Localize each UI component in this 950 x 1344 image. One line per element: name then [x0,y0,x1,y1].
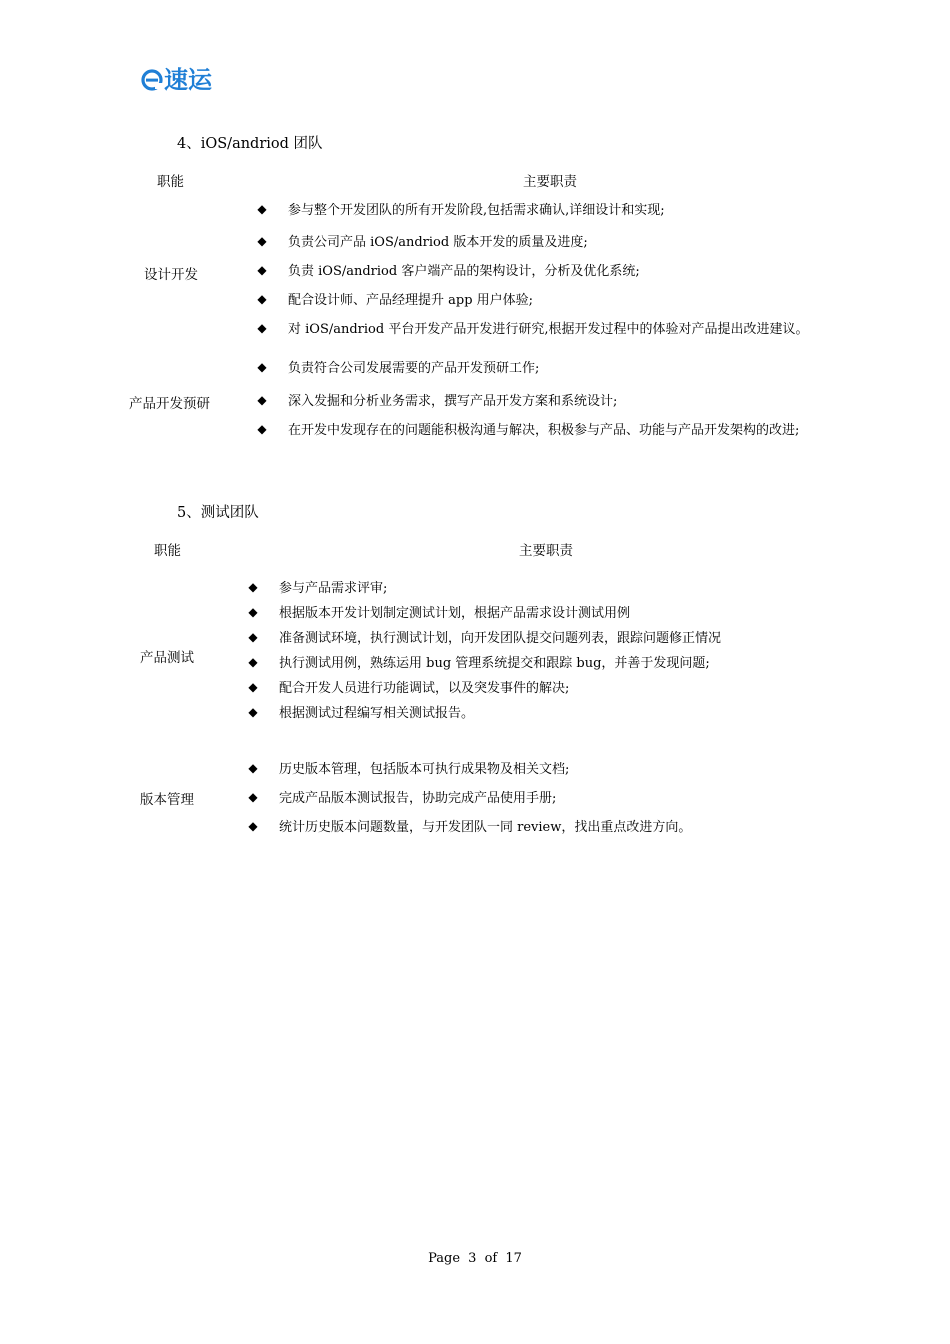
duty-item: ◆ 历史版本管理，包括版本可执行成果物及相关文档; [248,760,570,777]
section-5-title: 5、测试团队 [177,505,259,521]
diamond-bullet-icon: ◆ [257,320,267,335]
diamond-bullet-icon: ◆ [257,359,267,374]
logo-e-icon [141,69,163,91]
diamond-bullet-icon: ◆ [248,789,258,804]
duty-item: ◆ 在开发中发现存在的问题能积极沟通与解决，积极参与产品、功能与产品开发架构的改进; [257,421,800,438]
duty-item: ◆ 深入发掘和分析业务需求，撰写产品开发方案和系统设计; [257,392,618,409]
function-label-version-mgmt: 版本管理 [140,792,194,808]
column-header-duties: 主要职责 [523,174,577,190]
duty-item: ◆ 负责符合公司发展需要的产品开发预研工作; [257,359,540,376]
diamond-bullet-icon: ◆ [248,654,258,669]
diamond-bullet-icon: ◆ [248,604,258,619]
logo-text: 速运 [164,66,212,94]
footer-page-word: Page [428,1251,461,1266]
diamond-bullet-icon: ◆ [248,704,258,719]
column-header-duties: 主要职责 [519,543,573,559]
duty-item: ◆ 根据版本开发计划制定测试计划，根据产品需求设计测试用例 [248,604,631,621]
diamond-bullet-icon: ◆ [248,760,258,775]
duty-item: ◆ 根据测试过程编写相关测试报告。 [248,704,475,721]
column-header-function: 职能 [154,543,181,559]
diamond-bullet-icon: ◆ [248,629,258,644]
duty-item: ◆ 负责公司产品 iOS/andriod 版本开发的质量及进度; [257,233,588,250]
duty-item: ◆ 负责 iOS/andriod 客户端产品的架构设计，分析及优化系统; [257,262,640,279]
duty-item: ◆ 参与产品需求评审; [248,579,388,596]
diamond-bullet-icon: ◆ [248,579,258,594]
company-logo [141,63,212,97]
duty-item: ◆ 配合设计师、产品经理提升 app 用户体验; [257,291,534,308]
diamond-bullet-icon: ◆ [257,421,267,436]
duty-item: ◆ 执行测试用例，熟练运用 bug 管理系统提交和跟踪 bug，并善于发现问题; [248,654,710,671]
footer-page-total: 17 [505,1251,522,1266]
section-4-title: 4、iOS/andriod 团队 [177,136,323,152]
diamond-bullet-icon: ◆ [257,392,267,407]
duty-item: ◆ 完成产品版本测试报告，协助完成产品使用手册; [248,789,557,806]
duty-item: ◆ 统计历史版本问题数量，与开发团队一同 review，找出重点改进方向。 [248,818,692,835]
footer-of-word: of [484,1251,498,1266]
diamond-bullet-icon: ◆ [248,679,258,694]
function-label-design-dev: 设计开发 [144,267,198,283]
diamond-bullet-icon: ◆ [257,262,267,277]
duty-item: ◆ 对 iOS/andriod 平台开发产品开发进行研究,根据开发过程中的体验对产品提出改进建议。 [257,320,809,337]
duty-item: ◆ 准备测试环境，执行测试计划，向开发团队提交问题列表，跟踪问题修正情况 [248,629,722,646]
duty-item: ◆ 参与整个开发团队的所有开发阶段,包括需求确认,详细设计和实现; [257,201,665,218]
diamond-bullet-icon: ◆ [248,818,258,833]
diamond-bullet-icon: ◆ [257,233,267,248]
page-footer [0,1251,950,1266]
function-label-product-research: 产品开发预研 [129,396,210,412]
column-header-function: 职能 [157,174,184,190]
diamond-bullet-icon: ◆ [257,201,267,216]
duty-item: ◆ 配合开发人员进行功能调试，以及突发事件的解决; [248,679,570,696]
diamond-bullet-icon: ◆ [257,291,267,306]
function-label-product-testing: 产品测试 [140,650,194,666]
footer-page-current: 3 [468,1251,477,1266]
